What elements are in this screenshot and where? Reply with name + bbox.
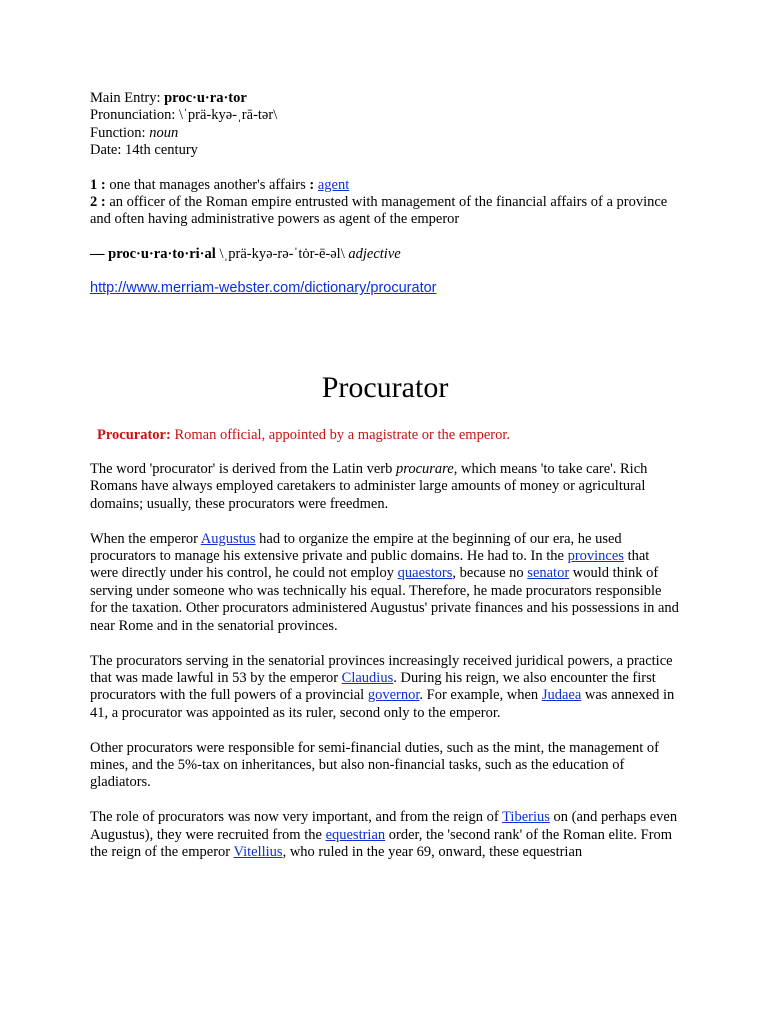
function-value: noun [149, 124, 179, 141]
definitions [90, 177, 680, 229]
paragraph-3: The procurators serving in the senatorial provinces increasingly received juridical powers, a practice that was made lawful in 53 by the emperor Claudius. During his reign, we also encounter the first procurators with the full powers of a provincial governor. For example, when Judaea was annexed in 41, a procurator was appointed as its ruler, second only to the emperor. [90, 652, 675, 721]
source-url-link[interactable]: http://www.merriam-webster.com/dictionary/procurator [90, 280, 437, 297]
pronunciation-value: \ˈprä-kyə-ˌrā-tər\ [179, 107, 278, 124]
paragraph-2: When the emperor Augustus had to organize the empire at the beginning of our era, he used procurators to manage his extensive private and public domains. He had to. In the provinces that were directly under his control, he could not employ quaestors, because no senator would think of serving under someone who was technically his equal. Therefore, he made procurators responsible for the taxation. Other procurators administered Augustus' private finances and his possessions in and near Rome and in the senatorial provinces. [90, 530, 679, 634]
paragraph-1: The word 'procurator' is derived from the Latin verb procurare, which means 'to take care'. Rich Romans have always employed caretakers to administer large amounts of money or agricultural domains; usually, these procurators were freedmen. [90, 461, 648, 512]
derived-pronunciation: \ˌprä-kyə-rə-ˈtȯr-ē-əl\ [219, 245, 345, 262]
main-entry-line: Main Entry: proc·u·ra·tor [90, 90, 247, 106]
date-line: Date: 14th century [90, 142, 198, 159]
equestrian-link[interactable]: equestrian [325, 826, 386, 843]
paragraph-5: The role of procurators was now very important, and from the reign of Tiberius on (and perhaps even Augustus), they were recruited from the equestrian order, the 'second rank' of the Roman elite. From the reign of the emperor Vitellius, who ruled in the year 69, onward, these equestrian [90, 809, 678, 860]
headword: proc·u·ra·tor [164, 90, 247, 106]
paragraph-4: Other procurators were responsible for semi-financial duties, such as the mint, the management of mines, and the 5%-tax on inheritances, but also non-financial tasks, such as the education of gladiators. [90, 739, 659, 791]
pronunciation-line: Pronunciation: \ˈprä-kyə-ˌrā-tər\ [90, 107, 278, 124]
article-summary: Procurator: Roman official, appointed by a magistrate or the emperor. [97, 426, 510, 443]
derived-pos: adjective [348, 245, 401, 262]
quaestors-link[interactable]: quaestors [397, 565, 453, 582]
date-value: 14th century [125, 142, 198, 159]
governor-link[interactable]: governor [367, 687, 420, 704]
provinces-link[interactable]: provinces [567, 548, 624, 565]
agent-link[interactable]: agent [317, 176, 350, 193]
augustus-link[interactable]: Augustus [200, 530, 256, 547]
derived-form: — proc·u·ra·to·ri·al \ˌprä-kyə-rə-ˈtȯr-ē-əl\ adjective [90, 245, 401, 262]
claudius-link[interactable]: Claudius [341, 669, 394, 686]
article-title: Procurator [321, 370, 449, 404]
tiberius-link[interactable]: Tiberius [502, 809, 550, 826]
function-line: Function: noun [90, 124, 179, 141]
document-page [90, 90, 680, 879]
vitellius-link[interactable]: Vitellius [233, 843, 283, 860]
definition-2: 2 : an officer of the Roman empire entrusted with management of the financial affairs of a province and often having administrative powers as agent of the emperor [90, 194, 668, 228]
senator-link[interactable]: senator [527, 565, 570, 582]
derived-word: proc·u·ra·to·ri·al [108, 245, 216, 262]
dictionary-entry-header [90, 90, 680, 160]
definition-1: 1 : one that manages another's affairs : agent [90, 176, 350, 193]
article-body [90, 461, 680, 861]
judaea-link[interactable]: Judaea [541, 687, 582, 704]
